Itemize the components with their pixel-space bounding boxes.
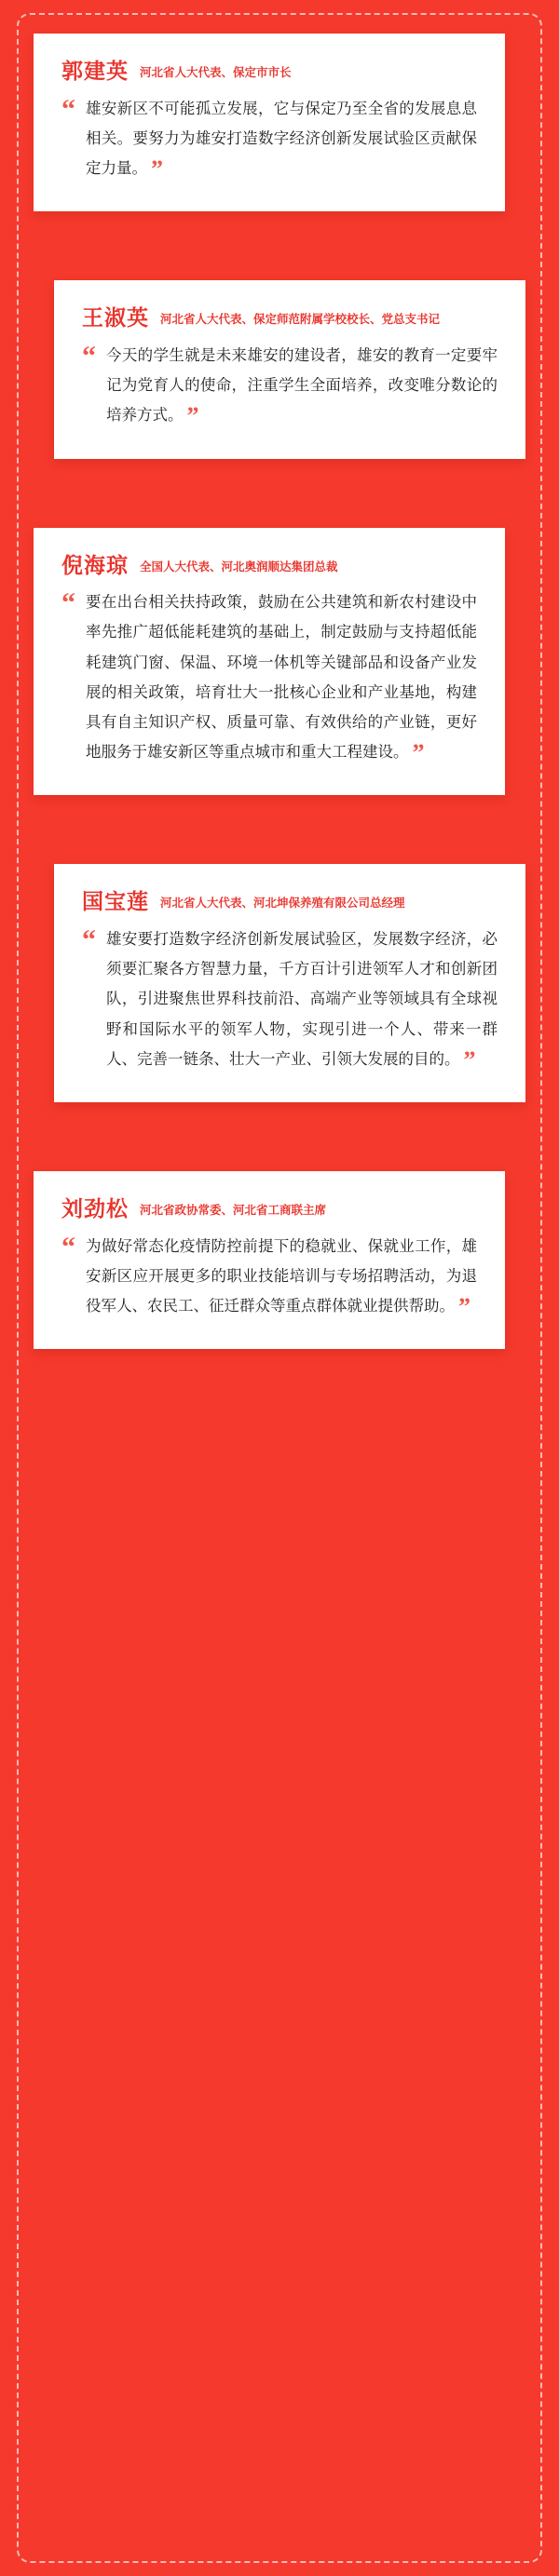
quote-card	[34, 1171, 505, 1349]
quote-block	[82, 341, 498, 431]
speaker-role: 全国人大代表、河北奥润顺达集团总裁	[140, 560, 338, 573]
quote-text-content: 今天的学生就是未来雄安的建设者，雄安的教育一定要牢记为党育人的使命，注重学生全面培养，改变唯分数论的培养方式。	[106, 347, 498, 425]
speaker-name: 郭建英	[61, 59, 129, 83]
quote-close-icon: ”	[463, 1045, 476, 1073]
quote-text	[82, 341, 498, 431]
quote-open-icon: “	[61, 587, 75, 619]
speaker-role: 河北省人大代表、河北坤保养殖有限公司总经理	[160, 897, 405, 910]
quote-text-content: 要在出台相关扶持政策，鼓励在公共建筑和新农村建设中率先推广超低能耗建筑的基础上，制定鼓励与支持超低能耗建筑门窗、保温、环境一体机等关键部品和设备产业发展的相关政策，培育壮大一批核心企业和产业基地，构建具有自主知识产权、质量可靠、有效供给的产业链，更好地服务于雄安新区等重点城市和重大工程建设。	[86, 594, 477, 762]
quote-close-icon: ”	[151, 155, 163, 183]
card-header	[82, 888, 498, 915]
quote-close-icon: ”	[412, 739, 425, 767]
card-header	[61, 552, 477, 579]
quote-text-content: 为做好常态化疫情防控前提下的稳就业、保就业工作，雄安新区应开展更多的职业技能培训与专场招聘活动，为退役军人、农民工、征迁群众等重点群体就业提供帮助。	[86, 1237, 477, 1315]
quote-text-content: 雄安要打造数字经济创新发展试验区，发展数字经济，必须要汇聚各方智慧力量，千方百计引进领军人才和创新团队，引进聚焦世界科技前沿、高端产业等领域具有全球视野和国际水平的领军人物，实现引进一个人、带来一群人、完善一链条、壮大一产业、引领大发展的目的。	[106, 931, 498, 1068]
quote-card	[54, 864, 525, 1102]
speaker-name: 刘劲松	[61, 1195, 129, 1221]
quote-close-icon: ”	[186, 402, 199, 430]
speaker-name: 倪海琼	[61, 552, 129, 577]
card-header	[61, 1195, 477, 1222]
speaker-role: 河北省人大代表、保定市市长	[140, 66, 292, 79]
quote-text	[61, 1232, 477, 1322]
card-header	[82, 304, 498, 331]
quote-block	[61, 587, 477, 767]
quote-block	[61, 94, 477, 184]
quote-text	[61, 94, 477, 184]
quote-text-content: 雄安新区不可能孤立发展，它与保定乃至全省的发展息息相关。要努力为雄安打造数字经济创新发展试验区贡献保定力量。	[86, 100, 477, 178]
quote-text	[61, 587, 477, 767]
quote-card-list	[0, 19, 559, 1349]
quote-card	[34, 528, 505, 796]
quote-open-icon: “	[61, 93, 75, 125]
card-header	[61, 58, 477, 85]
quote-open-icon: “	[61, 1231, 75, 1262]
quote-block	[82, 924, 498, 1074]
quote-card	[54, 280, 525, 458]
speaker-name: 王淑英	[82, 305, 149, 330]
quote-card	[34, 34, 505, 211]
quote-close-icon: ”	[458, 1293, 470, 1321]
quote-text	[82, 924, 498, 1074]
speaker-role: 河北省政协常委、河北省工商联主席	[140, 1203, 327, 1217]
speaker-role: 河北省人大代表、保定师范附属学校校长、党总支书记	[160, 313, 441, 327]
quote-open-icon: “	[82, 341, 96, 372]
speaker-name: 国宝莲	[82, 889, 149, 914]
quote-block	[61, 1232, 477, 1322]
quote-open-icon: “	[82, 924, 96, 956]
